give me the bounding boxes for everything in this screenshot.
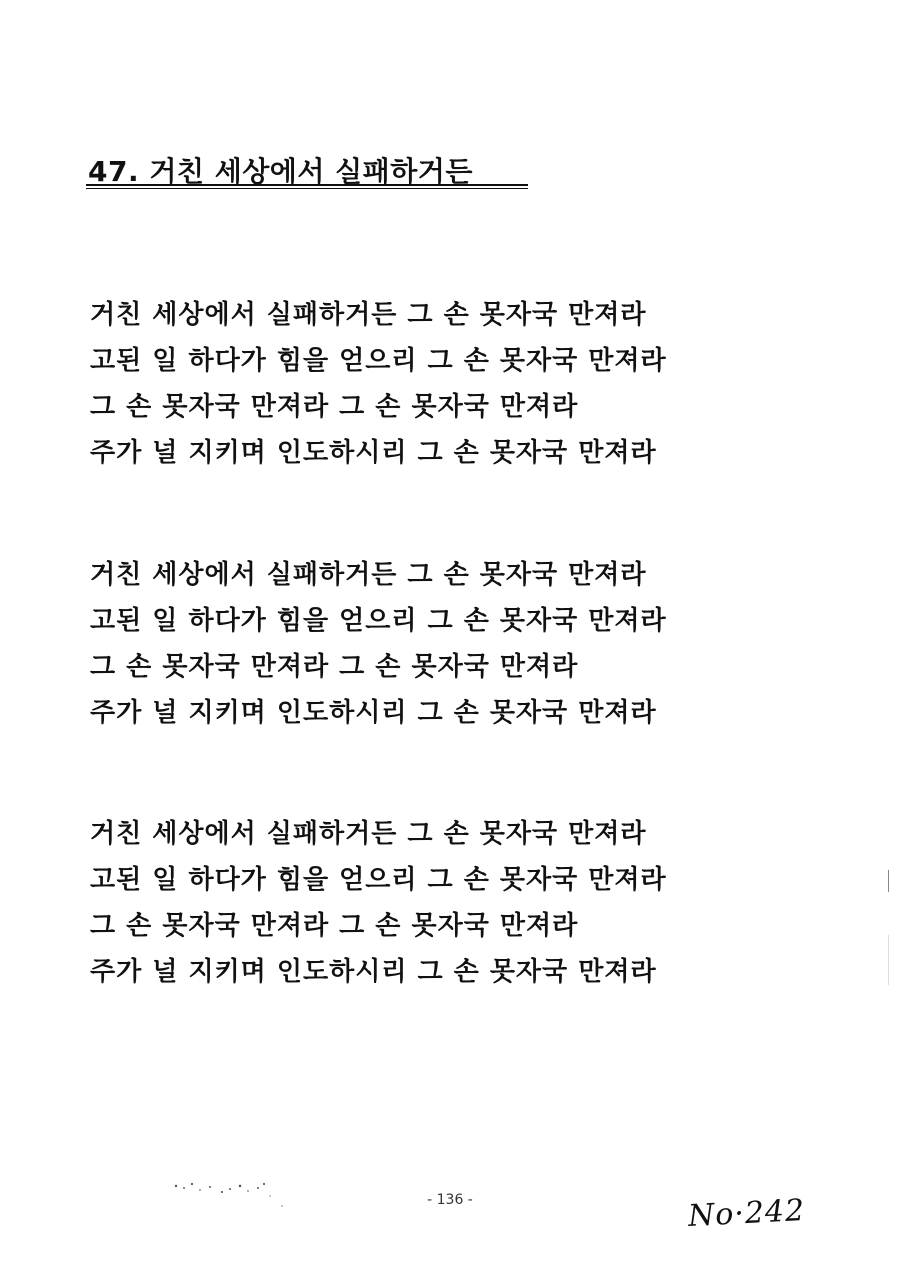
verse-2 xyxy=(90,552,667,736)
verse-line: 고된 일 하다가 힘을 얻으리 그 손 못자국 만져라 xyxy=(90,606,667,636)
verse-line: 주가 널 지키며 인도하시리 그 손 못자국 만져라 xyxy=(90,957,657,987)
scan-edge-mark xyxy=(888,870,889,892)
verse-line: 거친 세상에서 실패하거든 그 손 못자국 만져라 xyxy=(90,819,647,849)
title-underline xyxy=(86,184,528,186)
title-underline-double xyxy=(86,188,528,189)
verse-line: 고된 일 하다가 힘을 얻으리 그 손 못자국 만져라 xyxy=(90,346,667,376)
verse-line: 고된 일 하다가 힘을 얻으리 그 손 못자국 만져라 xyxy=(90,865,667,895)
verse-line: 그 손 못자국 만져라 그 손 못자국 만져라 xyxy=(90,392,579,422)
scan-edge-mark-faint xyxy=(888,935,889,985)
song-title: 47. 거친 세상에서 실패하거든 xyxy=(88,155,473,188)
verse-line: 그 손 못자국 만져라 그 손 못자국 만져라 xyxy=(90,652,579,682)
page-number: - 136 - xyxy=(427,1192,473,1208)
handwritten-catalog-number: No·242 xyxy=(687,1192,806,1235)
verse-1 xyxy=(90,292,667,476)
verse-3 xyxy=(90,811,667,995)
verse-line: 주가 널 지키며 인도하시리 그 손 못자국 만져라 xyxy=(90,698,657,728)
verse-line: 거친 세상에서 실패하거든 그 손 못자국 만져라 xyxy=(90,560,647,590)
verse-line: 거친 세상에서 실패하거든 그 손 못자국 만져라 xyxy=(90,300,647,330)
verse-line: 그 손 못자국 만져라 그 손 못자국 만져라 xyxy=(90,911,579,941)
verse-line: 주가 널 지키며 인도하시리 그 손 못자국 만져라 xyxy=(90,438,657,468)
